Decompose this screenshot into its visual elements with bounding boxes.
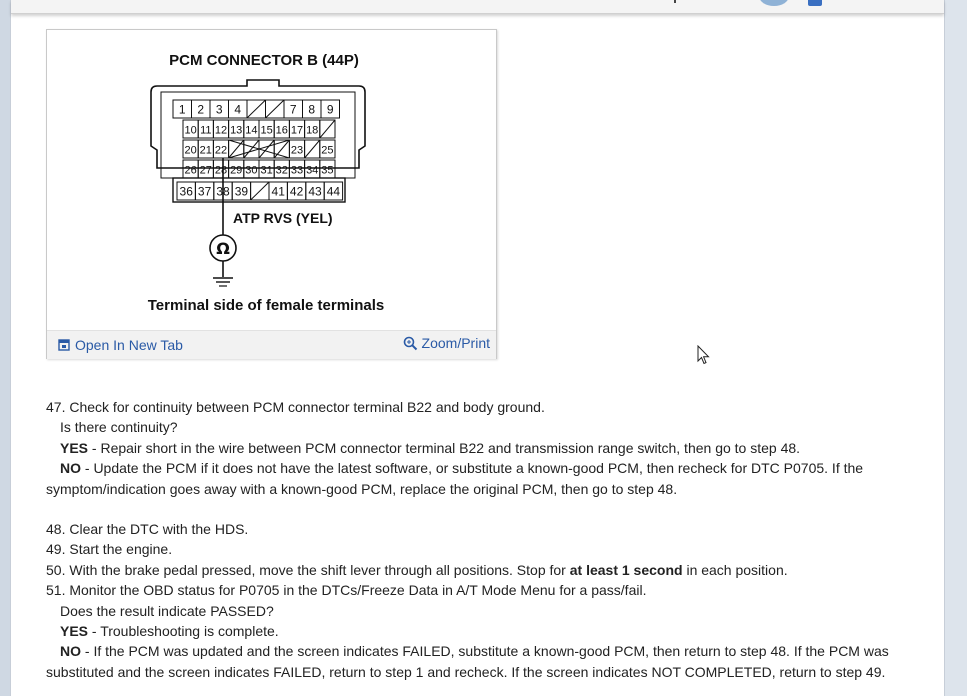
unused-terminal-mark xyxy=(266,100,285,118)
terminal-number: 31 xyxy=(260,164,273,177)
step-47-no-text: - Update the PCM if it does not have the latest software, or substitute a known-good PCM, then recheck for DTC P0705. If the xyxy=(81,460,864,477)
terminal-number: 30 xyxy=(245,164,258,177)
unused-terminal-mark xyxy=(247,100,266,118)
yes-label: YES xyxy=(60,623,89,640)
step-47-no-cont: symptom/indication goes away with a known-good PCM, replace the original PCM, then go to step 48. xyxy=(46,480,678,497)
window-frame-right xyxy=(942,0,967,696)
figure-panel xyxy=(46,29,497,359)
terminal-number: 27 xyxy=(199,164,212,177)
terminal-number: 4 xyxy=(234,102,242,117)
terminal-number: 28 xyxy=(214,164,228,177)
no-label: NO xyxy=(60,643,81,660)
terminal-number: 38 xyxy=(216,184,230,199)
terminal-number: 10 xyxy=(184,124,197,137)
terminal-number: 2 xyxy=(197,102,205,117)
terminal-number: 29 xyxy=(230,164,243,177)
terminal-number: 20 xyxy=(184,144,197,157)
magnifier-icon xyxy=(403,336,418,351)
terminal-number: 7 xyxy=(289,102,297,117)
terminal-number: 16 xyxy=(275,124,288,137)
step-50 xyxy=(46,560,906,580)
step-51-no-cont: substituted and the screen indicates FAILED, return to step 1 and recheck. If the screen indicates NOT COMPLETED, return to step 49. xyxy=(46,663,886,680)
diagram-title: PCM CONNECTOR B (44P) xyxy=(169,52,359,69)
unused-terminal-mark xyxy=(320,120,335,138)
step-48: 48. Clear the DTC with the HDS. xyxy=(46,521,249,538)
unused-terminal-mark xyxy=(244,140,259,158)
terminal-number: 34 xyxy=(306,164,319,177)
zoom-print-label: Zoom/Print xyxy=(421,335,490,351)
step-51-yes xyxy=(46,621,906,641)
terminal-number: 15 xyxy=(260,124,273,137)
terminal-number: 1 xyxy=(178,102,186,117)
step-50-emphasis: at least 1 second xyxy=(569,561,683,578)
terminal-number: 42 xyxy=(289,184,304,199)
terminal-grid xyxy=(173,100,343,200)
terminal-number: 22 xyxy=(214,144,228,157)
diagram-caption: Terminal side of female terminals xyxy=(147,297,385,314)
toolbar-mark xyxy=(674,0,676,3)
terminal-number: 23 xyxy=(290,144,304,157)
terminal-number: 32 xyxy=(275,164,288,177)
user-avatar-icon[interactable] xyxy=(759,0,789,6)
terminal-number: 17 xyxy=(290,124,304,137)
terminal-number: 13 xyxy=(230,124,243,137)
step-51: 51. Monitor the OBD status for P0705 in the DTCs/Freeze Data in A/T Mode Menu for a pass/fail. xyxy=(46,582,647,599)
procedure-steps xyxy=(46,397,906,682)
zoom-print-link[interactable] xyxy=(403,335,490,351)
step-47: 47. Check for continuity between PCM connector terminal B22 and body ground. xyxy=(46,399,545,415)
terminal-number: 36 xyxy=(179,184,193,199)
connector-diagram xyxy=(47,30,496,330)
top-toolbar xyxy=(11,0,944,14)
mouse-pointer-icon xyxy=(697,345,711,365)
step-47-yes xyxy=(46,438,906,458)
terminal-number: 9 xyxy=(326,102,334,117)
step-47-no xyxy=(46,458,906,478)
terminal-number: 41 xyxy=(271,184,285,199)
step-51-no-text: - If the PCM was updated and the screen indicates FAILED, substitute a known-good PCM, then return to step 48. If the PCM was xyxy=(81,643,889,660)
no-label: NO xyxy=(60,460,81,477)
unused-terminal-mark xyxy=(305,140,320,158)
spacer xyxy=(46,499,906,519)
terminal-number: 44 xyxy=(326,184,341,199)
terminal-number: 11 xyxy=(200,124,212,137)
terminal-number: 18 xyxy=(306,124,319,137)
step-51-no xyxy=(46,641,906,661)
terminal-number: 14 xyxy=(245,124,258,137)
open-new-tab-icon xyxy=(58,339,70,351)
step-50-text-c: in each position. xyxy=(682,561,788,578)
step-47-yes-text: - Repair short in the wire between PCM connector terminal B22 and transmission range switch, then go to step 48. xyxy=(88,439,801,456)
figure-toolbar xyxy=(47,330,496,359)
terminal-number: 43 xyxy=(308,184,322,199)
terminal-number: 26 xyxy=(184,164,197,177)
terminal-number: 8 xyxy=(308,102,316,117)
step-51-yes-text: - Troubleshooting is complete. xyxy=(88,623,279,640)
wire-label: ATP RVS (YEL) xyxy=(233,210,333,226)
terminal-number: 3 xyxy=(215,102,223,117)
step-50-text-a: 50. With the brake pedal pressed, move the shift lever through all positions. Stop for xyxy=(46,561,570,578)
open-in-new-tab-label: Open In New Tab xyxy=(75,337,183,353)
terminal-number: 37 xyxy=(197,184,212,199)
notification-icon[interactable] xyxy=(808,0,822,6)
terminal-number: 21 xyxy=(199,144,212,157)
terminal-number: 39 xyxy=(234,184,249,199)
terminal-number: 25 xyxy=(321,144,334,157)
step-51-question: Does the result indicate PASSED? xyxy=(60,602,274,619)
step-49: 49. Start the engine. xyxy=(46,541,173,558)
ohm-symbol: Ω xyxy=(216,239,230,258)
open-in-new-tab-link[interactable] xyxy=(58,337,183,353)
page-content xyxy=(10,0,945,696)
terminal-number: 35 xyxy=(321,164,334,177)
step-47-question: Is there continuity? xyxy=(60,419,178,436)
window-frame-left xyxy=(0,0,10,696)
unused-terminal-mark xyxy=(251,182,269,200)
terminal-number: 33 xyxy=(290,164,304,177)
terminal-number: 12 xyxy=(214,124,228,137)
yes-label: YES xyxy=(60,439,89,456)
unused-terminal-mark xyxy=(259,140,274,158)
